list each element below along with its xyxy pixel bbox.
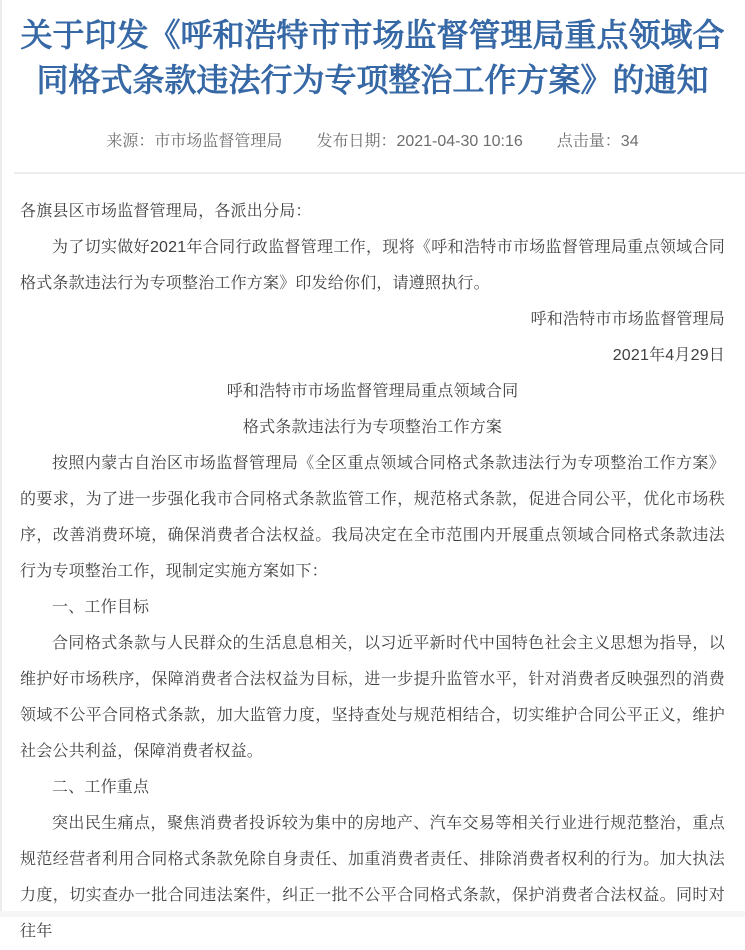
meta-source <box>106 128 282 151</box>
paragraph: 为了切实做好2021年合同行政监督管理工作，现将《呼和浩特市市场监督管理局重点领域合同格式条款违法行为专项整治工作方案》印发给你们，请遵照执行。 <box>20 239 725 292</box>
paragraph: 2021年4月29日 <box>612 347 725 364</box>
page-left-edge <box>0 0 2 917</box>
meta-publish-date <box>316 128 522 151</box>
page-title: 关于印发《呼和浩特市市场监督管理局重点领域合同格式条款违法行为专项整治工作方案》的通知 <box>20 17 725 98</box>
paragraph: 呼和浩特市市场监督管理局重点领域合同 <box>226 383 519 400</box>
meta-source-label: 来源： <box>106 133 155 150</box>
paragraph: 一、工作目标 <box>52 599 150 616</box>
paragraph: 呼和浩特市市场监督管理局 <box>530 311 725 328</box>
meta-hits-label: 点击量： <box>556 133 621 150</box>
paragraph: 各旗县区市场监督管理局，各派出分局： <box>20 203 312 220</box>
paragraph: 格式条款违法行为专项整治工作方案 <box>242 419 503 436</box>
meta-source-value: 市市场监督管理局 <box>154 133 283 150</box>
bottom-edge-strip <box>0 911 745 917</box>
article-body <box>0 174 745 950</box>
meta-date-label: 发布日期： <box>316 133 397 150</box>
paragraph: 突出民生痛点，聚焦消费者投诉较为集中的房地产、汽车交易等相关行业进行规范整治，重点规范经营者利用合同格式条款免除自身责任、加重消费者责任、排除消费者权利的行为。加大执法力度，切实查办一批合同违法案件，纠正一批不公平合同格式条款，保护消费者合法权益。同时对往年 <box>20 815 725 940</box>
article-meta <box>0 128 745 151</box>
paragraph: 按照内蒙古自治区市场监督管理局《全区重点领域合同格式条款违法行为专项整治工作方案》的要求，为了进一步强化我市合同格式条款监管工作，规范格式条款，促进合同公平，优化市场秩序，改善消费环境，确保消费者合法权益。我局决定在全市范围内开展重点领域合同格式条款违法行为专项整治工作，现制定实施方案如下： <box>20 455 725 580</box>
paragraph: 二、工作重点 <box>52 779 150 796</box>
meta-hit-count <box>557 128 639 151</box>
meta-hits-value: 34 <box>620 133 639 150</box>
paragraph: 合同格式条款与人民群众的生活息息相关，以习近平新时代中国特色社会主义思想为指导，以维护好市场秩序，保障消费者合法权益为目标，进一步提升监管水平，针对消费者反映强烈的消费领域不公平合同格式条款，加大监管力度，坚持查处与规范相结合，切实维护合同公平正义，维护社会公共利益，保障消费者权益。 <box>20 635 725 760</box>
meta-date-value: 2021-04-30 10:16 <box>396 133 523 150</box>
